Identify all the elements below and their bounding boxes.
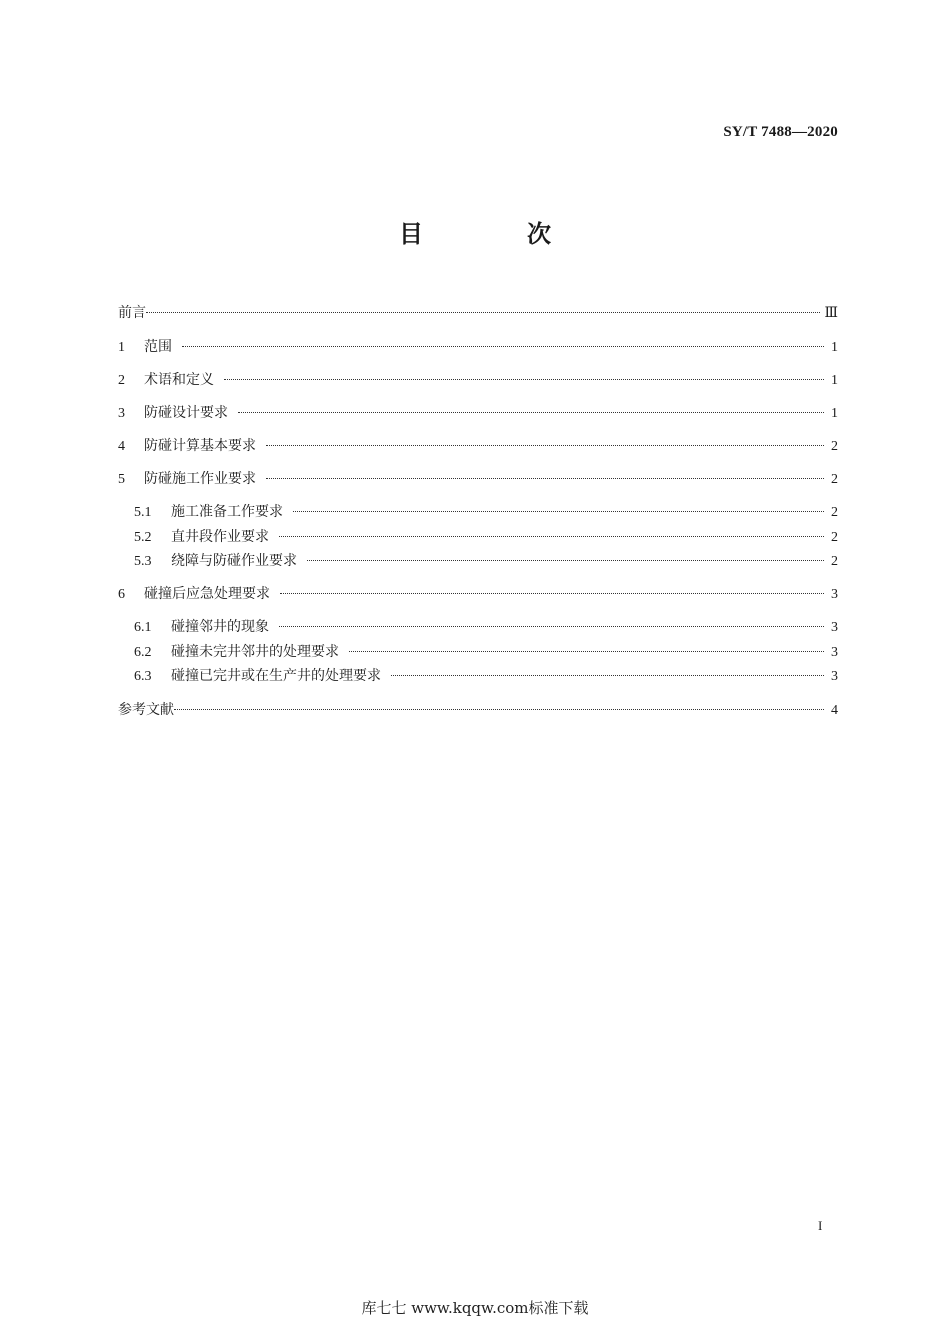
toc-leader-dots bbox=[146, 312, 820, 313]
toc-leader-dots bbox=[280, 593, 824, 594]
toc-entry-number: 5.2 bbox=[134, 530, 152, 545]
toc-leader-dots bbox=[182, 346, 824, 347]
toc-entry-label: 参考文献 bbox=[118, 702, 174, 718]
toc-entry-number: 6.3 bbox=[134, 669, 152, 684]
toc-entry-bibliography[interactable] bbox=[118, 700, 838, 720]
toc-entry-page: 3 bbox=[831, 620, 838, 635]
toc-entry-number: 5 bbox=[118, 472, 125, 487]
toc-entry-label: 绕障与防碰作业要求 bbox=[171, 553, 297, 569]
toc-entry-number: 6.1 bbox=[134, 620, 152, 635]
toc-entry-page: 2 bbox=[831, 472, 838, 487]
toc-entry-label: 范围 bbox=[144, 339, 172, 355]
toc-entry-number: 4 bbox=[118, 439, 125, 454]
toc-entry[interactable] bbox=[118, 436, 838, 456]
toc-subentry[interactable] bbox=[134, 502, 838, 522]
toc-entry-label: 防碰施工作业要求 bbox=[144, 471, 256, 487]
toc-entry-page: 2 bbox=[831, 505, 838, 520]
toc-entry-page: 2 bbox=[831, 530, 838, 545]
toc-leader-dots bbox=[279, 536, 824, 537]
toc-entry-number: 6 bbox=[118, 587, 125, 602]
footer-watermark: 库七七 www.kqqw.com标准下载 bbox=[361, 1299, 589, 1317]
toc-subentry[interactable] bbox=[134, 617, 838, 637]
toc-leader-dots bbox=[293, 511, 824, 512]
toc-leader-dots bbox=[266, 478, 824, 479]
toc-entry-page: 4 bbox=[831, 703, 838, 718]
toc-entry-page: 2 bbox=[831, 439, 838, 454]
toc-entry-page: 1 bbox=[831, 373, 838, 388]
toc-subentry[interactable] bbox=[134, 666, 838, 686]
toc-entry-page: 3 bbox=[831, 645, 838, 660]
toc-entry-page: 1 bbox=[831, 340, 838, 355]
toc-leader-dots bbox=[224, 379, 824, 380]
toc-entry-label: 碰撞未完井邻井的处理要求 bbox=[171, 644, 339, 660]
toc-entry-label: 术语和定义 bbox=[144, 372, 214, 388]
toc-entry-number: 5.3 bbox=[134, 554, 152, 569]
toc-leader-dots bbox=[391, 675, 824, 676]
toc-entry-number: 1 bbox=[118, 340, 125, 355]
toc-entry[interactable] bbox=[118, 584, 838, 604]
toc-entry[interactable] bbox=[118, 469, 838, 489]
toc-entry-label: 碰撞已完井或在生产井的处理要求 bbox=[171, 668, 381, 684]
toc-entry-number: 3 bbox=[118, 406, 125, 421]
toc-entry-page: 1 bbox=[831, 406, 838, 421]
toc-entry-number: 2 bbox=[118, 373, 125, 388]
toc-subentry[interactable] bbox=[134, 642, 838, 662]
toc-leader-dots bbox=[238, 412, 824, 413]
toc-entry-number: 6.2 bbox=[134, 645, 152, 660]
page-number: I bbox=[818, 1218, 823, 1233]
toc-entry-page: 3 bbox=[831, 669, 838, 684]
toc-leader-dots bbox=[266, 445, 824, 446]
toc-entry-foreword[interactable] bbox=[118, 303, 838, 323]
toc-entry-label: 碰撞后应急处理要求 bbox=[144, 586, 270, 602]
toc-leader-dots bbox=[174, 709, 824, 710]
toc-entry[interactable] bbox=[118, 403, 838, 423]
page-title: 目 次 bbox=[399, 220, 591, 248]
toc-entry-page: 2 bbox=[831, 554, 838, 569]
toc-subentry[interactable] bbox=[134, 551, 838, 571]
toc-leader-dots bbox=[349, 651, 824, 652]
toc-entry-label: 防碰设计要求 bbox=[144, 405, 228, 421]
toc-entry-label: 前言 bbox=[118, 305, 146, 321]
toc-leader-dots bbox=[307, 560, 824, 561]
toc-entry[interactable] bbox=[118, 370, 838, 390]
toc-entry-label: 碰撞邻井的现象 bbox=[171, 619, 269, 635]
toc-subentry[interactable] bbox=[134, 527, 838, 547]
toc-entry-label: 防碰计算基本要求 bbox=[144, 438, 256, 454]
toc-entry[interactable] bbox=[118, 337, 838, 357]
toc-entry-label: 施工准备工作要求 bbox=[171, 504, 283, 520]
standard-code: SY/T 7488—2020 bbox=[723, 124, 838, 140]
toc-entry-page: 3 bbox=[831, 587, 838, 602]
toc-entry-page: Ⅲ bbox=[824, 306, 838, 321]
toc-leader-dots bbox=[279, 626, 824, 627]
toc-entry-number: 5.1 bbox=[134, 505, 152, 520]
toc-entry-label: 直井段作业要求 bbox=[171, 529, 269, 545]
